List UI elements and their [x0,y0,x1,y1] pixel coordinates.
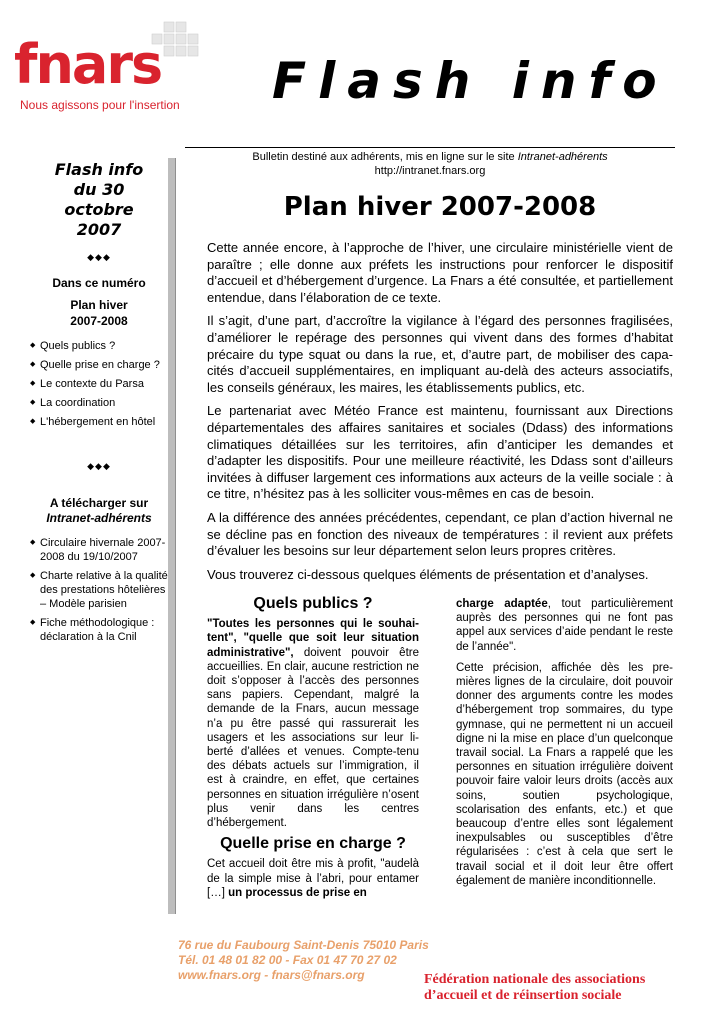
footer-address: 76 rue du Faubourg Saint-Denis 75010 Paris [178,938,429,952]
section-heading-publics: Quels publics ? [253,595,373,612]
bulletin-line [185,150,675,164]
bulletin-site-name: Intranet-adhérents [517,151,608,163]
logo-wordmark: fnars [14,33,162,96]
list-item: ◆ Le contexte du Parsa [30,377,168,391]
header-rule [185,147,675,148]
issue-contents-list [30,339,168,429]
list-item: ◆ Quelle prise en charge ? [30,358,168,372]
article-column-left [207,597,419,907]
section-prise-cont-text: , tout particulièrement auprès des personnes qui ne font pas appel aux services d’aide pendant le reste de l’année". [456,598,673,653]
article-intro [207,240,673,590]
issue-date-line: Flash info [54,160,144,179]
section-publics-paragraph [207,617,419,830]
download-site-name: Intranet-adhérents [46,511,152,525]
federation-line: Fédération nationale des associations [424,972,646,987]
list-item: ◆ La coordination [30,396,168,410]
logo-tagline: Nous agissons pour l'insertion [20,98,180,112]
issue-date-line: octobre [64,200,134,219]
list-item: ◆ Quels publics ? [30,339,168,353]
section-prise-bold: un processus de prise en [228,886,367,899]
download-heading [30,496,168,526]
download-item[interactable]: ◆ Fiche méthodologique : déclaration à la Cnil [30,616,168,644]
section-heading-prise-en-charge: Quelle prise en charge ? [220,835,406,853]
section-prise-cont-bold: charge adaptée [456,598,548,610]
issue-topic-title [30,297,168,329]
section-publics-text: doivent pouvoir être accueillies. En clair, aucune restriction ne doit s’opposer à l’accès des personnes sans papiers. Cependant, malgré la demande de la Fnars, aucun message n’a pu être passé qui rassurerait les usagers et les associations sur leur liberté d’allées et venues. Compte-tenu des débats actuels sur l’immigration, il est à craindre, en effet, que certaines personnes en situation irrégulière n’osent plus venir dans les centres d’hébergement. [207,646,419,830]
footer-contact [178,938,429,983]
intro-paragraph: Le partenariat avec Météo France est maintenu, fournissant aux Directions départementales des affaires sanitaires et sociales (Ddass) des informations climatiques détaillées sur les territoires, afin d’anticiper les demandes et d’adapter les dispositifs. Pour une meilleure réactivité, les Ddass sont d’ailleurs invitées à diffuser largement ces informations aux acteurs de la veille sociale : à ce titre, n’hésitez pas à les solliciter vous-mêmes en cas de besoin. [207,403,673,502]
bulletin-url[interactable]: http://intranet.fnars.org [374,165,486,177]
issue-date-line: du 30 [73,180,125,199]
intro-paragraph: A la différence des années précédentes, cependant, ce plan d’action hivernal ne se décline pas en fonction des niveaux de températures : il revient aux préfets d’évaluer les besoins sur leur département selon leurs propres critères. [207,509,673,559]
section-prise-continued [456,597,673,654]
download-item[interactable]: ◆ Circulaire hivernale 2007-2008 du 19/10/2007 [30,536,168,564]
download-list [30,536,168,644]
in-this-issue-heading: Dans ce numéro [52,276,146,290]
issue-date [30,160,168,240]
issue-topic-line: 2007-2008 [70,314,128,328]
section-prise-paragraph-2: Cette précision, affichée dès les premières lignes de la circulaire, doit pouvoir donner des arguments contre les modes d’hébergement trop sommaires, du type gymnase, qui ne permettent ni un accueil digne ni la mise en place d’un quelconque travail social. La Fnars a rappelé que les personnes en situation irrégulière doivent pouvoir faire valoir leurs droits (accès aux soins, soutien psychologique, scolarisation des enfants, etc.) et que beaucoup d’entre elles sont légalement inexpulsables ou susceptibles d’être régularisées : c’est à cela que sert le travail social et il doit leur être offert également de manière inconditionnelle. [456,661,673,887]
issue-topic-line: Plan hiver [70,298,128,312]
section-prise-paragraph [207,857,419,900]
download-item[interactable]: ◆ Charte relative à la qualité des prestations hôtelières – Modèle parisien [30,569,168,611]
intro-paragraph: Cette année encore, à l’approche de l’hiver, une circulaire ministérielle vient de paraître ; elle donne aux préfets les instructions pour renforcer le dispositif d’accueil et d’hébergement d’urgence. La Fnars a été consultée, et partiellement entendue, dans l’élaboration de ce texte. [207,240,673,305]
diamond-separator: ◆◆◆ [87,461,111,471]
issue-date-line: 2007 [76,220,122,239]
footer-phone: Tél. 01 48 01 82 00 - Fax 01 47 70 27 02 [178,953,397,967]
sidebar-divider-bar [168,158,176,914]
list-item: ◆ L'hébergement en hôtel [30,415,168,429]
intro-paragraph: Il s’agit, d’une part, d’accroître la vigilance à l’égard des personnes fragilisées, d’améliorer le repérage des personnes qui vivent dans des formes d’habitat précaire du type squat ou dans la rue, et, d’autre part, de mobiliser des capacités d’accueil supplémentaires, en impliquant au-delà des acteurs associatifs, les conseils généraux, les maires, les établissements publics, etc. [207,313,673,395]
intro-paragraph: Vous trouverez ci-dessous quelques éléments de présentation et d’analyses. [207,566,649,582]
article-column-right [456,597,673,895]
newsletter-title: Flash info [272,52,669,110]
sidebar [30,160,168,649]
section-publics-quote: "Toutes les personnes qui le souhaitent", "quelle que soit leur situation administrative", [207,618,419,659]
fnars-logo [14,20,189,115]
federation-line: d’accueil et de réinsertion sociale [424,988,622,1003]
bulletin-prefix: Bulletin destiné aux adhérents, mis en ligne sur le site [252,151,518,163]
download-heading-text: A télécharger sur [49,496,149,510]
bulletin-notice [185,150,675,178]
footer-federation [424,972,645,1004]
section-prise-text: Cet accueil doit être mis à profit, "audelà de la simple mise à l’abri, pour entamer […] [207,858,419,899]
diamond-separator: ◆◆◆ [87,252,111,262]
article-title: Plan hiver 2007-2008 [283,192,597,222]
footer-web[interactable]: www.fnars.org - fnars@fnars.org [178,968,365,982]
